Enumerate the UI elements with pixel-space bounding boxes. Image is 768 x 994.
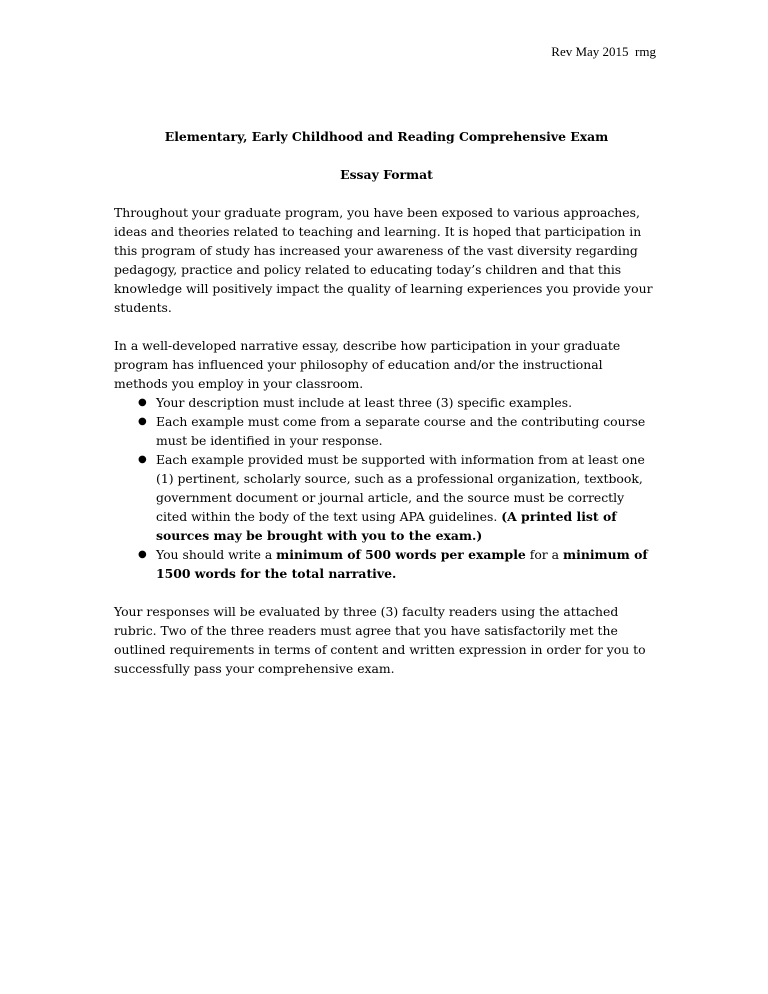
prompt-paragraph: In a well-developed narrative essay, describe how participation in your graduate program has influenced your philosophy of education and/or the instructional methods you employ in your classroom. [114,338,621,391]
requirement-item [138,412,659,450]
document-title: Elementary, Early Childhood and Reading Comprehensive Exam [164,129,609,144]
bullet-icon: ● [138,397,147,408]
requirement-item [138,450,659,545]
intro-paragraph: Throughout your graduate program, you have been exposed to various approaches, ideas and theories related to teaching and learning. It is hoped that participation in this program of study has increased your awareness of the vast diversity regarding pedagogy, practice and policy related to educating today’s children and that this knowledge will positively impact the quality of learning experiences you provide your students. [114,205,653,315]
requirement-emphasis: minimum of 500 words per example [276,547,526,562]
evaluation-paragraph: Your responses will be evaluated by three (3) faculty readers using the attached rubric. Two of the three readers must agree that you have satisfactorily met the outlined requirements in terms of content and written expression in order for you to successfully pass your comprehensive exam. [114,604,646,676]
requirement-text: Each example provided must be supported with information from at least one (1) pertinent, scholarly source, such as a professional organization, textbook, government document or journal article, and the source must be correctly cited within the body of the text using APA guidelines. [156,452,645,524]
requirement-text: for a [525,547,563,562]
bullet-icon: ● [138,454,147,465]
revision-note: Rev May 2015 rmg [551,44,656,59]
document-body [114,127,659,697]
bullet-icon: ● [138,549,147,560]
requirement-text: You should write a [156,547,277,562]
requirement-emphasis: minimum of 1500 words for the total narrative. [156,547,648,581]
bullet-icon: ● [138,416,147,427]
requirements-list [114,393,659,583]
requirement-item [138,545,659,583]
requirement-item [138,393,659,412]
requirement-emphasis: (A printed list of sources may be brought with you to the exam.) [156,509,617,543]
requirement-text: Each example must come from a separate course and the contributing course must be identified in your response. [156,414,646,448]
document-subtitle: Essay Format [340,167,433,182]
requirement-text: Your description must include at least three (3) specific examples. [156,395,573,410]
